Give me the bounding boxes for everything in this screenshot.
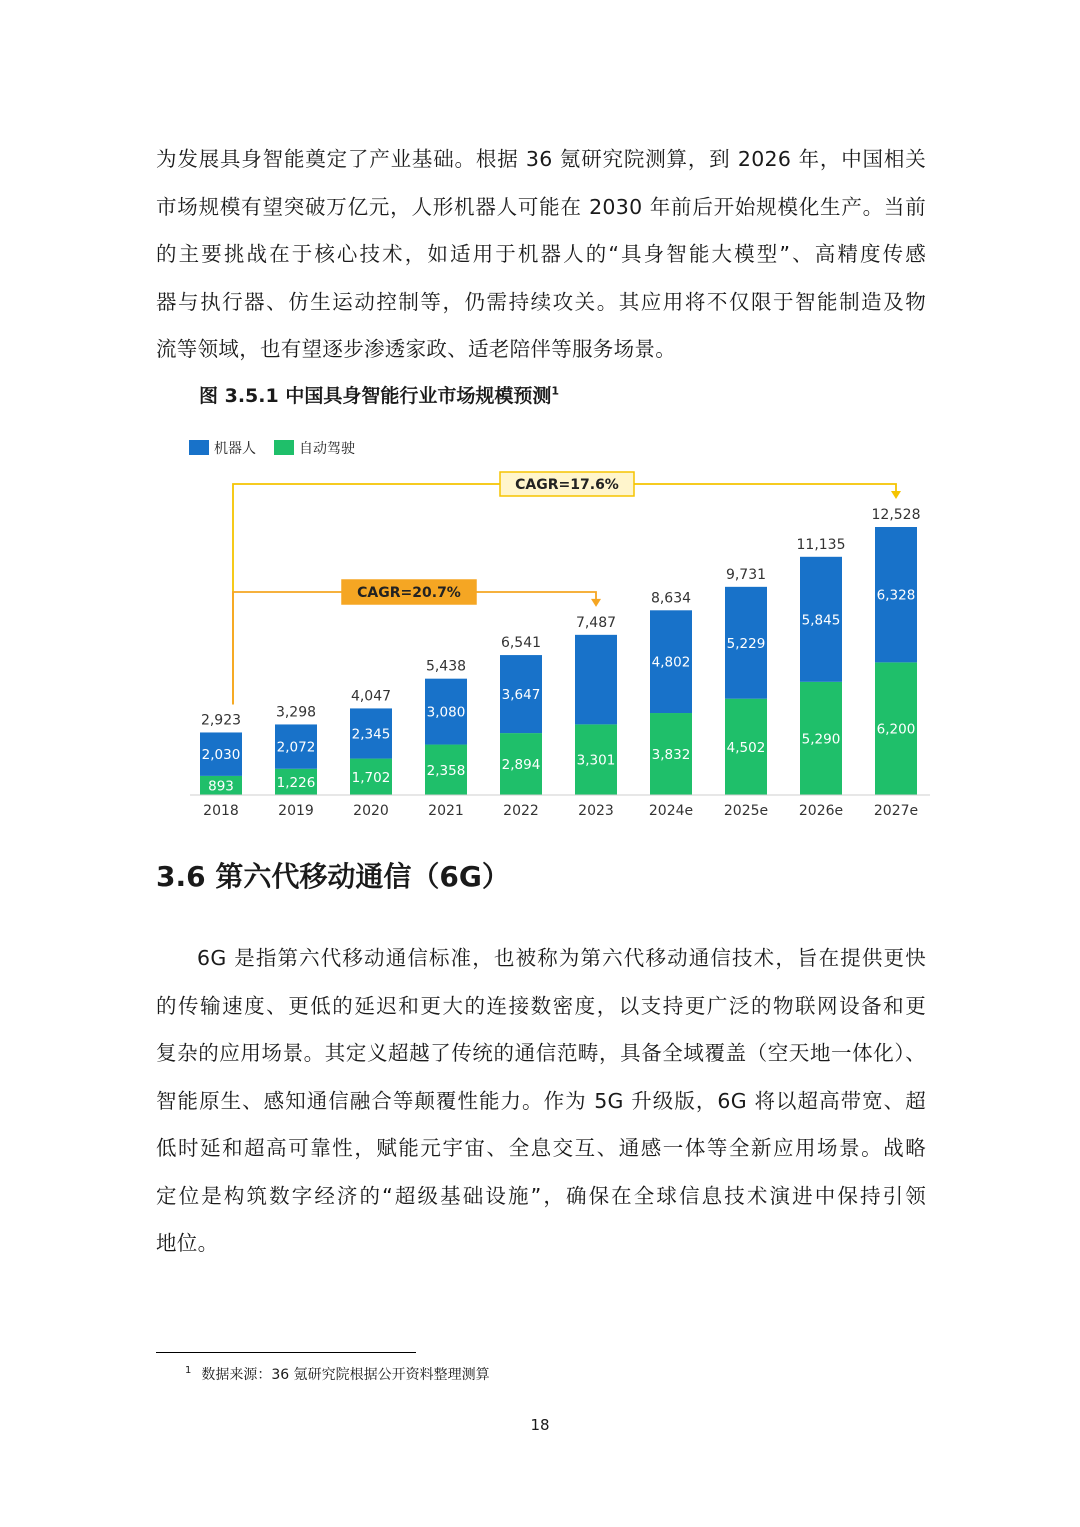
- segment-label: 2,345: [351, 726, 391, 743]
- total-label: 11,135: [796, 536, 846, 553]
- total-label: 7,487: [575, 614, 617, 631]
- paragraph-line: 流等领域，也有望逐步渗透家政、适老陪伴等服务场景。: [156, 337, 676, 361]
- segment-label: 4,802: [651, 654, 691, 671]
- paragraph-line: 器与执行器、仿生运动控制等，仍需持续攻关。其应用将不仅限于智能制造及物: [156, 289, 926, 314]
- footnote-divider: [156, 1352, 416, 1353]
- cagr-arrowhead: [591, 599, 601, 607]
- page-number: 18: [530, 1416, 550, 1434]
- cagr-arrowhead: [891, 491, 901, 499]
- body-paragraph-1: [156, 136, 926, 374]
- segment-label: 3,647: [501, 687, 541, 704]
- total-label: 12,528: [871, 507, 921, 523]
- legend-label-robot: 机器人: [214, 441, 256, 457]
- paragraph-line: 市场规模有望突破万亿元，人形机器人可能在 2030 年前后开始规模化生产。当前: [156, 194, 926, 219]
- x-tick-label: 2022: [503, 803, 539, 819]
- total-label: 6,541: [500, 635, 542, 652]
- cagr-label: CAGR=17.6%: [515, 477, 619, 493]
- cagr-bracket: [233, 484, 896, 704]
- section-heading: 3.6 第六代移动通信（6G）: [156, 860, 510, 893]
- segment-label: 1,702: [351, 769, 391, 786]
- figure-caption: [199, 381, 559, 408]
- segment-label: 3,080: [426, 704, 466, 721]
- footnote-text: 数据来源：36 氪研究院根据公开资料整理测算: [201, 1367, 490, 1383]
- paragraph-line: 的传输速度、更低的延迟和更大的连接数密度，以支持更广泛的物联网设备和更: [156, 993, 926, 1018]
- x-tick-label: 2019: [278, 803, 314, 819]
- total-label: 4,047: [350, 688, 392, 705]
- segment-label: 6,328: [876, 587, 916, 604]
- x-tick-label: 2024e: [648, 803, 694, 819]
- legend-swatch-autodrive: [274, 440, 294, 455]
- segment-label: 3,301: [576, 752, 616, 769]
- total-label: 9,731: [725, 566, 767, 583]
- paragraph-line: 低时延和超高可靠性，赋能元宇宙、全息交互、通感一体等全新应用场景。战略: [156, 1136, 926, 1160]
- bar-segment: [575, 635, 617, 725]
- x-tick-label: 2018: [203, 803, 239, 819]
- legend-swatch-robot: [189, 440, 209, 455]
- x-tick-label: 2027e: [873, 803, 919, 819]
- segment-label: 1,226: [276, 774, 316, 791]
- segment-label: 3,832: [651, 747, 691, 764]
- paragraph-line: 为发展具身智能奠定了产业基础。根据 36 氪研究院测算，到 2026 年，中国相关: [156, 147, 926, 171]
- paragraph-line: 6G 是指第六代移动通信标准，也被称为第六代移动通信技术，旨在提供更快: [197, 946, 926, 970]
- body-paragraph-2: [156, 935, 926, 1268]
- paragraph-line: 智能原生、感知通信融合等颠覆性能力。作为 5G 升级版，6G 将以超高带宽、超: [156, 1088, 926, 1113]
- x-tick-label: 2026e: [798, 803, 844, 819]
- segment-label: 2,358: [426, 762, 466, 779]
- segment-label: 2,894: [501, 757, 541, 774]
- x-tick-label: 2023: [578, 803, 614, 819]
- total-label: 2,923: [200, 712, 242, 729]
- cagr-label: CAGR=20.7%: [357, 585, 461, 601]
- segment-label: 5,845: [801, 612, 841, 629]
- total-label: 5,438: [425, 658, 467, 675]
- footnote-mark: 1: [185, 1365, 192, 1377]
- footnote: [185, 1364, 490, 1384]
- legend-label-autodrive: 自动驾驶: [299, 441, 355, 457]
- x-tick-label: 2021: [428, 803, 464, 819]
- segment-label: 5,229: [726, 635, 766, 652]
- segment-label: 893: [208, 778, 234, 795]
- segment-label: 4,502: [726, 739, 766, 756]
- stacked-bar-chart: [180, 430, 940, 830]
- segment-label: 6,200: [876, 721, 916, 738]
- segment-label: 2,072: [276, 739, 316, 756]
- paragraph-line: 复杂的应用场景。其定义超越了传统的通信范畴，具备全域覆盖（空天地一体化）、: [156, 1041, 926, 1065]
- x-tick-label: 2025e: [723, 803, 769, 819]
- paragraph-line: 的主要挑战在于核心技术，如适用于机器人的“具身智能大模型”、高精度传感: [156, 242, 926, 266]
- x-tick-label: 2020: [353, 803, 389, 819]
- segment-label: 2,030: [201, 747, 241, 764]
- paragraph-line: 定位是构筑数字经济的“超级基础设施”，确保在全球信息技术演进中保持引领: [156, 1183, 926, 1208]
- figure-caption-text: 图 3.5.1 中国具身智能行业市场规模预测: [199, 385, 552, 407]
- footnote-reference: 1: [551, 384, 559, 398]
- total-label: 8,634: [650, 590, 692, 607]
- segment-label: 5,290: [801, 731, 841, 748]
- paragraph-line: 地位。: [156, 1231, 219, 1255]
- total-label: 3,298: [275, 704, 317, 721]
